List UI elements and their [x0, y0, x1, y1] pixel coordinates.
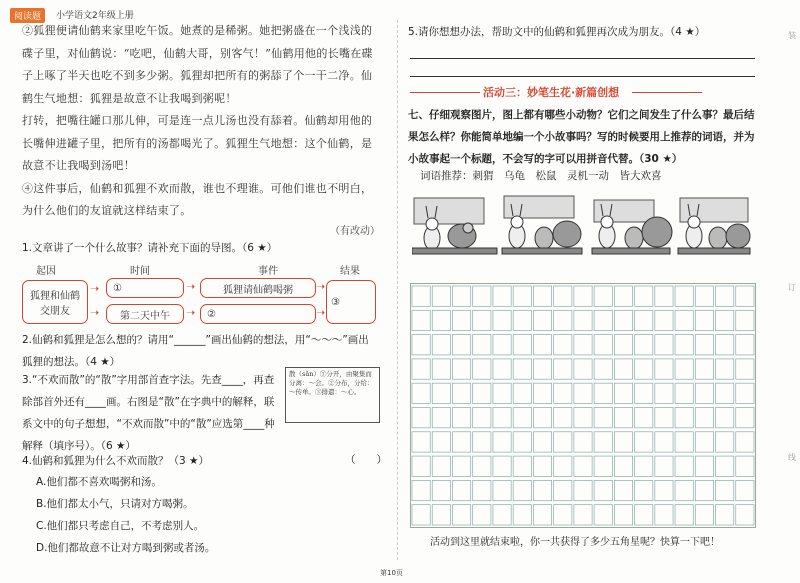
grid-cell — [736, 432, 754, 452]
grid-cell — [655, 480, 673, 500]
grid-cell — [695, 359, 713, 379]
grid-cell — [695, 432, 713, 452]
answer-line[interactable] — [410, 58, 755, 59]
grid-cell — [716, 310, 734, 330]
footer-note: 活动到这里就结束啦，你一共获得了多少五角星呢？快算一下吧！ — [430, 537, 720, 548]
question-4: 4.仙鹤和狐狸为什么不欢而散？（3 ★） — [22, 455, 209, 467]
grid-cell — [716, 407, 734, 427]
grid-cell — [635, 407, 653, 427]
grid-cell — [716, 456, 734, 476]
grid-cell — [675, 359, 693, 379]
grid-cell — [533, 286, 551, 306]
grid-cell — [452, 432, 470, 452]
map-cause-box: 狐狸和仙鹤交朋友 — [22, 280, 88, 324]
grid-cell — [412, 505, 430, 525]
grid-cell — [432, 505, 450, 525]
option-a[interactable]: A.他们都不喜欢喝粥和汤。 — [36, 476, 162, 488]
grid-cell — [655, 286, 673, 306]
binding-mark: 装 — [788, 31, 796, 40]
grid-cell — [614, 286, 632, 306]
grid-cell — [614, 432, 632, 452]
grid-cell — [594, 335, 612, 355]
writing-grid[interactable] — [410, 283, 756, 528]
grid-cell — [675, 407, 693, 427]
grid-cell — [513, 480, 531, 500]
question-1: 1.文章讲了一个什么故事？请补充下面的导图。（6 ★） — [22, 242, 278, 254]
grid-cell — [473, 310, 491, 330]
column-divider — [397, 20, 398, 560]
arrow-icon: ➝ — [316, 280, 326, 293]
grid-cell — [533, 432, 551, 452]
grid-cell — [614, 456, 632, 476]
grid-cell — [473, 505, 491, 525]
grid-cell — [614, 359, 632, 379]
grid-cell — [635, 286, 653, 306]
grid-cell — [432, 335, 450, 355]
recommended-words: 词语推荐：刺猬 乌龟 松鼠 灵机一动 皆大欢喜 — [420, 170, 662, 182]
grid-cell — [635, 480, 653, 500]
map-result-box[interactable] — [326, 280, 376, 324]
result-label: ③ — [331, 296, 340, 308]
grid-cell — [675, 383, 693, 403]
grid-cell — [412, 335, 430, 355]
grid-cell — [716, 383, 734, 403]
grid-cell — [493, 335, 511, 355]
grid-cell — [675, 480, 693, 500]
grid-cell — [412, 383, 430, 403]
grid-cell — [594, 432, 612, 452]
grid-cell — [635, 359, 653, 379]
activity-divider — [632, 92, 702, 93]
grid-cell — [635, 310, 653, 330]
grid-cell — [554, 505, 572, 525]
grid-cell — [675, 286, 693, 306]
story-text — [22, 20, 377, 223]
grid-cell — [533, 505, 551, 525]
grid-cell — [635, 505, 653, 525]
option-b[interactable]: B.他们都太小气，只请对方喝粥。 — [36, 498, 194, 510]
option-c[interactable]: C.他们都只考虑自己，不考虑别人。 — [36, 520, 205, 532]
grid-cell — [493, 310, 511, 330]
grid-cell — [655, 456, 673, 476]
grid-cell — [635, 335, 653, 355]
grid-cell — [533, 407, 551, 427]
grid-cell — [473, 456, 491, 476]
picture-panel-1 — [412, 198, 497, 254]
grid-cell — [736, 383, 754, 403]
grid-cell — [493, 456, 511, 476]
grid-cell — [513, 432, 531, 452]
grid-cell — [695, 456, 713, 476]
grid-cell — [574, 432, 592, 452]
picture-panel-3 — [592, 200, 672, 254]
grid-cell — [594, 407, 612, 427]
grid-cell — [473, 432, 491, 452]
grid-cell — [473, 383, 491, 403]
grid-cell — [513, 286, 531, 306]
grid-cell — [736, 480, 754, 500]
grid-cell — [675, 335, 693, 355]
grid-cell — [716, 432, 734, 452]
grid-cell — [635, 456, 653, 476]
grid-cell — [432, 359, 450, 379]
grid-cell — [554, 359, 572, 379]
grid-cell — [432, 432, 450, 452]
grid-cell — [554, 480, 572, 500]
grid-cell — [533, 359, 551, 379]
story-paragraph-3: 打转，把嘴往罐口那儿伸，可是连一点儿汤也没有舔着。仙鹤却用他的长嘴伸进罐子里，把所有的汤都喝光了。狐狸生气地想：这个仙鹤，是故意不让我喝到汤吧！ — [22, 114, 373, 172]
picture-panel-2 — [502, 196, 582, 254]
grid-cell — [574, 335, 592, 355]
grid-cell — [513, 383, 531, 403]
grid-cell — [554, 407, 572, 427]
grid-cell — [493, 432, 511, 452]
grid-cell — [432, 286, 450, 306]
grid-cell — [655, 505, 673, 525]
grid-cell — [432, 456, 450, 476]
question-2: 2.仙鹤和狐狸是怎么想的？请用“______”画出仙鹤的想法，用“～～～”画出狐狸的想法。（4 ★） — [22, 334, 369, 368]
grid-cell — [554, 432, 572, 452]
grid-cell — [432, 310, 450, 330]
grid-cell — [655, 359, 673, 379]
grid-cell — [695, 310, 713, 330]
grid-cell — [695, 383, 713, 403]
grid-cell — [655, 432, 673, 452]
grid-cell — [695, 505, 713, 525]
grid-cell — [675, 505, 693, 525]
source-note: （有改动） — [330, 226, 380, 237]
grid-cell — [594, 480, 612, 500]
grid-cell — [493, 407, 511, 427]
grid-cell — [533, 383, 551, 403]
binding-mark: 订 — [788, 283, 796, 292]
option-d[interactable]: D.他们都故意不让对方喝到粥或者汤。 — [36, 542, 216, 554]
grid-cell — [432, 407, 450, 427]
grid-cell — [574, 359, 592, 379]
story-mind-map — [22, 258, 377, 328]
grid-cell — [614, 335, 632, 355]
story-paragraph-2: ②狐狸便请仙鹤来家里吃午饭。她煮的是稀粥。她把粥盛在一个浅浅的碟子里，对仙鹤说：“吃吧，仙鹤大哥，别客气！”仙鹤用他的长嘴在碟子上啄了半天也吃不到多少粥。狐狸却把所有的粥舔了个一干二净。仙鹤生气地想：狐狸是故意不让我喝到粥呢！ — [22, 24, 373, 105]
grid-cell — [695, 407, 713, 427]
grid-cell — [695, 480, 713, 500]
grid-cell — [736, 286, 754, 306]
arrow-icon: ➝ — [90, 306, 100, 319]
question-7: 七、仔细观察图片，图上都有哪些小动物？它们之间发生了什么事？最后结果怎么样？你能简单地编一个小故事吗？写的时候要用上推荐的词语，并为小故事起一个标题，不会写的字可以用拼音代替。（30 ★） — [408, 109, 755, 165]
dictionary-entry: 散（sǎn）①分开，由聚集而分离：～会。②分布，分给：～传单。③排遣：～心。 — [285, 367, 380, 423]
event-2-label: ② — [207, 308, 216, 320]
grid-cell — [554, 335, 572, 355]
story-picture-strip — [412, 188, 752, 258]
grid-cell — [452, 407, 470, 427]
header-title: 小学语文2年级上册 — [56, 11, 134, 21]
grid-cell — [716, 505, 734, 525]
grid-cell — [452, 480, 470, 500]
grid-cell — [675, 432, 693, 452]
grid-cell — [412, 359, 430, 379]
story-paragraph-4: ④这件事后，仙鹤和狐狸不欢而散，谁也不理谁。可他们谁也不明白，为什么他们的友谊就这样结束了。 — [22, 181, 373, 217]
grid-cell — [736, 456, 754, 476]
grid-cell — [473, 480, 491, 500]
grid-cell — [452, 505, 470, 525]
grid-cell — [554, 286, 572, 306]
grid-cell — [513, 359, 531, 379]
grid-cell — [736, 359, 754, 379]
grid-cell — [736, 310, 754, 330]
grid-cell — [432, 383, 450, 403]
answer-parentheses[interactable]: （ ） — [345, 454, 387, 466]
question-5: 5.请你想想办法，帮助文中的仙鹤和狐狸再次成为朋友。（4 ★） — [408, 26, 706, 38]
grid-cell — [594, 456, 612, 476]
grid-cell — [614, 383, 632, 403]
grid-cell — [594, 505, 612, 525]
grid-cell — [452, 335, 470, 355]
grid-cell — [412, 456, 430, 476]
grid-cell — [452, 383, 470, 403]
arrow-icon: ➝ — [90, 282, 100, 295]
grid-cell — [635, 383, 653, 403]
activity-title: 活动三：妙笔生花·新篇创想 — [483, 86, 620, 99]
map-header-result: 结果 — [340, 266, 360, 277]
map-event-2-box[interactable] — [200, 304, 316, 324]
picture-panel-4 — [678, 198, 750, 254]
grid-cell — [716, 359, 734, 379]
grid-cell — [655, 407, 673, 427]
grid-cell — [473, 359, 491, 379]
grid-cell — [716, 335, 734, 355]
grid-cell — [736, 407, 754, 427]
grid-cell — [635, 432, 653, 452]
grid-cell — [412, 432, 430, 452]
grid-cell — [493, 286, 511, 306]
grid-cell — [513, 456, 531, 476]
grid-cell — [493, 505, 511, 525]
map-header-event: 事件 — [258, 266, 278, 277]
map-event-1-box: 狐狸请仙鹤喝粥 — [200, 278, 316, 298]
grid-cell — [473, 335, 491, 355]
grid-cell — [554, 310, 572, 330]
grid-cell — [533, 480, 551, 500]
map-header-cause: 起因 — [36, 266, 56, 277]
grid-cell — [574, 286, 592, 306]
grid-cell — [594, 310, 612, 330]
grid-cell — [574, 456, 592, 476]
grid-cell — [432, 480, 450, 500]
grid-cell — [533, 335, 551, 355]
grid-cell — [513, 335, 531, 355]
grid-cell — [513, 310, 531, 330]
grid-cell — [716, 286, 734, 306]
grid-cell — [574, 310, 592, 330]
grid-cell — [554, 456, 572, 476]
grid-cell — [493, 383, 511, 403]
grid-cell — [513, 407, 531, 427]
activity-divider — [410, 92, 480, 93]
arrow-icon: ➝ — [186, 280, 196, 293]
grid-cell — [655, 335, 673, 355]
grid-cell — [473, 286, 491, 306]
grid-cell — [493, 359, 511, 379]
grid-cell — [412, 407, 430, 427]
grid-cell — [614, 505, 632, 525]
question-3: 3.“不欢而散”的“散”字用部首查字法。先查____，再查除部首外还有____画。右图是“散”在字典中的解释，联系文中的句子想想，“不欢而散”中的“散”应选第____种解释（填序号）。（6 ★） — [22, 374, 275, 452]
grid-cell — [452, 286, 470, 306]
map-header-time: 时间 — [130, 266, 150, 277]
grid-cell — [655, 310, 673, 330]
grid-cell — [675, 310, 693, 330]
grid-cell — [574, 480, 592, 500]
grid-cell — [614, 407, 632, 427]
grid-cell — [594, 359, 612, 379]
grid-cell — [412, 480, 430, 500]
grid-cell — [675, 456, 693, 476]
binding-mark: 线 — [788, 453, 796, 462]
grid-cell — [452, 359, 470, 379]
grid-cell — [412, 310, 430, 330]
grid-cell — [513, 505, 531, 525]
grid-cell — [554, 383, 572, 403]
grid-cell — [493, 480, 511, 500]
header-badge: 阅读题 — [10, 8, 45, 23]
grid-cell — [736, 335, 754, 355]
grid-cell — [655, 383, 673, 403]
grid-cell — [533, 310, 551, 330]
grid-cell — [473, 407, 491, 427]
grid-cell — [574, 505, 592, 525]
grid-cell — [716, 480, 734, 500]
map-time-1-box[interactable] — [106, 278, 184, 298]
time-1-label: ① — [113, 282, 122, 294]
grid-cell — [594, 286, 612, 306]
grid-cell — [533, 456, 551, 476]
arrow-icon: ➝ — [186, 306, 196, 319]
grid-cell — [736, 505, 754, 525]
grid-cell — [412, 286, 430, 306]
grid-cell — [574, 407, 592, 427]
arrow-icon: ➝ — [316, 306, 326, 319]
grid-cell — [574, 383, 592, 403]
grid-cell — [695, 286, 713, 306]
map-time-2-box: 第二天中午 — [106, 304, 184, 324]
grid-cell — [594, 383, 612, 403]
grid-cell — [614, 310, 632, 330]
answer-line[interactable] — [410, 76, 755, 77]
grid-cell — [614, 480, 632, 500]
grid-cell — [695, 335, 713, 355]
grid-cell — [452, 456, 470, 476]
grid-cell — [452, 310, 470, 330]
page-number: 第10页 — [380, 569, 403, 577]
